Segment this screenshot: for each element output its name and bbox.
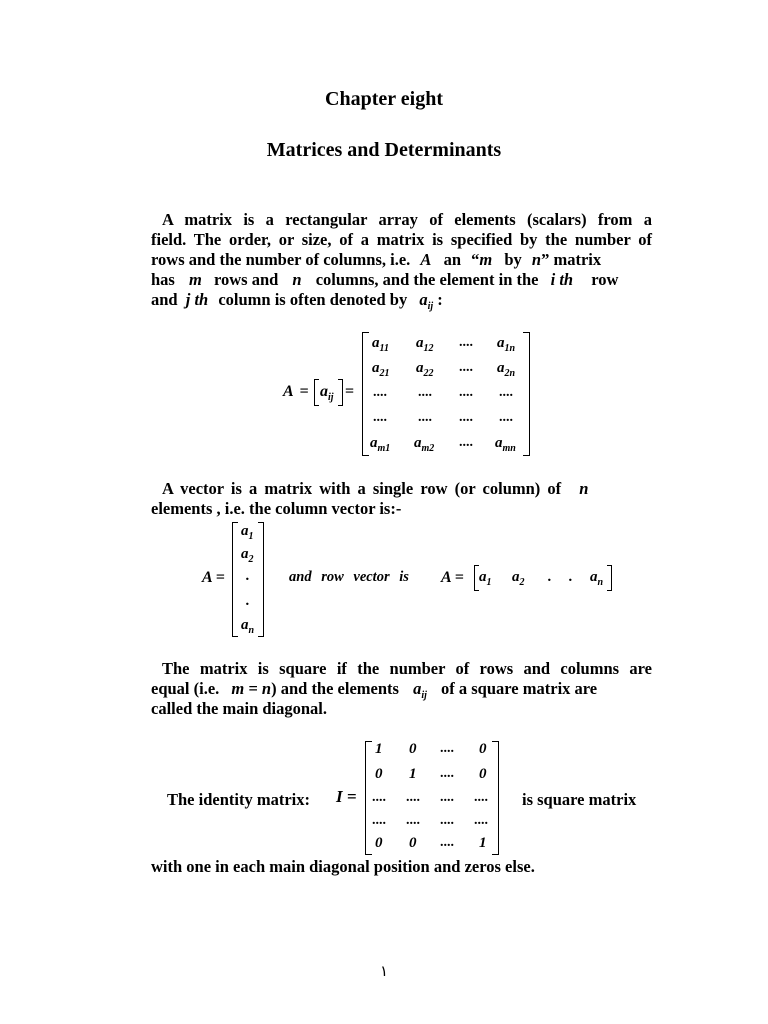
math-subscript: 1n (504, 343, 516, 354)
matrix-cell (372, 335, 389, 352)
matrix-cell (497, 335, 515, 352)
vector-cell (246, 568, 250, 585)
matrix-bracket-right (523, 332, 530, 456)
matrix-ellipsis: .... (406, 813, 420, 828)
matrix-ellipsis: .... (406, 790, 420, 805)
text-line: elements , i.e. the column vector is:- (151, 499, 402, 518)
vector-cell (569, 569, 573, 586)
equation-label: The identity matrix: (167, 790, 310, 809)
matrix-ellipsis: .... (372, 790, 386, 805)
math-subscript: 2 (519, 577, 525, 588)
matrix-ellipsis: .... (459, 385, 473, 400)
vector-cell (590, 569, 603, 586)
text-span: A vector is a matrix with a single row (or column) of (162, 479, 562, 498)
text-span: ” matrix (541, 250, 602, 269)
math-subscript: 22 (423, 368, 434, 379)
text-line (151, 290, 443, 313)
text-line (151, 270, 618, 290)
matrix-cell (414, 435, 434, 452)
text-line: A matrix is a rectangular array of elements (scalars) from a (162, 210, 652, 229)
math-symbol: a (241, 617, 249, 633)
text-span: row (591, 270, 619, 289)
math-symbol: i th (550, 270, 574, 289)
matrix-ellipsis: .... (440, 741, 454, 756)
math-subscript: 1 (248, 531, 254, 542)
text-span: ) and the elements (271, 679, 399, 698)
matrix-cell: 0 (479, 741, 487, 757)
matrix-cell (370, 435, 390, 452)
equation-lhs: A = (441, 569, 464, 586)
matrix-cell: 0 (375, 835, 383, 851)
vector-cell (241, 546, 254, 563)
math-symbol: = (345, 383, 355, 400)
math-symbol: n (292, 270, 302, 289)
text-span: columns, and the element in the (315, 270, 539, 289)
matrix-ellipsis: .... (372, 813, 386, 828)
vector-cell (512, 569, 525, 586)
math-subscript: ij (421, 690, 427, 701)
text-span: equal (i.e. (151, 679, 220, 698)
matrix-ellipsis: .... (499, 410, 513, 425)
math-symbol: A (420, 250, 432, 269)
matrix-ellipsis: .... (459, 435, 473, 450)
text-line: The matrix is square if the number of rows and columns are (162, 659, 652, 678)
text-span: an (443, 250, 461, 269)
math-subscript: m1 (377, 443, 391, 454)
text-span: of a square matrix are (441, 679, 598, 698)
bracket-right (338, 379, 343, 406)
matrix-ellipsis: .... (440, 813, 454, 828)
math-symbol: a (419, 290, 428, 309)
text-span: has (151, 270, 175, 289)
matrix-ellipsis: .... (459, 360, 473, 375)
equation-lhs (283, 383, 309, 401)
matrix-cell (495, 435, 516, 452)
equation-lhs: I = (336, 787, 357, 806)
math-symbol: A (283, 383, 294, 400)
math-symbol: a (241, 546, 249, 562)
equation-lhs: A = (202, 569, 225, 586)
matrix-cell (416, 360, 434, 377)
matrix-ellipsis: .... (440, 790, 454, 805)
matrix-bracket-right (258, 522, 264, 637)
math-symbol: a (370, 435, 378, 451)
matrix-cell: 1 (479, 835, 487, 851)
math-symbol: . (569, 569, 573, 585)
chapter-title: Chapter eight (325, 88, 443, 110)
matrix-ellipsis: .... (373, 410, 387, 425)
section-title: Matrices and Determinants (266, 139, 502, 161)
math-subscript: mn (502, 443, 516, 454)
matrix-bracket-left (362, 332, 369, 456)
math-symbol: . (246, 568, 250, 584)
math-subscript: m2 (421, 443, 435, 454)
text-span: “ (471, 250, 480, 269)
math-symbol: a (372, 335, 380, 351)
math-subscript: ij (328, 392, 334, 403)
math-subscript: 11 (379, 343, 389, 354)
math-subscript: 21 (379, 368, 390, 379)
matrix-cell (497, 360, 515, 377)
math-subscript: 2n (504, 368, 516, 379)
math-symbol: . (548, 569, 552, 585)
text-span: rows and the number of columns, i.e. (151, 250, 411, 269)
math-symbol: m (188, 270, 202, 289)
matrix-ellipsis: .... (499, 385, 513, 400)
text-span: and (151, 290, 178, 309)
bracket-right (607, 565, 612, 591)
bracket-left (314, 379, 319, 406)
equation-element (320, 383, 334, 401)
matrix-bracket-left (232, 522, 238, 637)
matrix-cell: 0 (479, 766, 487, 782)
equation-trailing-text: is square matrix (522, 790, 637, 809)
vector-cell (479, 569, 492, 586)
math-subscript: 1 (486, 577, 492, 588)
matrix-ellipsis: .... (474, 813, 488, 828)
math-subscript: 12 (423, 343, 434, 354)
matrix-cell: 0 (375, 766, 383, 782)
matrix-cell (372, 360, 390, 377)
matrix-ellipsis: .... (418, 410, 432, 425)
math-symbol: a (416, 335, 424, 351)
page-number: ١ (379, 964, 389, 980)
math-symbol: a (495, 435, 503, 451)
text-line (162, 479, 588, 499)
matrix-ellipsis: .... (474, 790, 488, 805)
math-symbol: a (497, 335, 505, 351)
math-symbol: a (414, 435, 422, 451)
math-subscript: 2 (248, 554, 254, 565)
math-symbol: j th (185, 290, 209, 309)
math-symbol: a (416, 360, 424, 376)
text-line: with one in each main diagonal position and zeros else. (151, 857, 535, 876)
matrix-cell: 1 (409, 766, 417, 782)
matrix-bracket-left (365, 741, 372, 855)
math-subscript: n (248, 625, 255, 636)
matrix-ellipsis: .... (418, 385, 432, 400)
math-symbol: a (241, 523, 249, 539)
vector-cell (548, 569, 552, 586)
text-span: rows and (213, 270, 279, 289)
text-line: called the main diagonal. (151, 699, 328, 718)
equation-text: and row vector is (289, 569, 409, 585)
vector-cell (246, 593, 250, 610)
text-line: field. The order, or size, of a matrix is specified by the number of (151, 230, 652, 249)
matrix-ellipsis: .... (440, 835, 454, 850)
math-symbol: n (531, 250, 542, 269)
matrix-cell (416, 335, 434, 352)
matrix-ellipsis: .... (440, 766, 454, 781)
text-span: by (504, 250, 522, 269)
text-span: : (437, 290, 443, 309)
math-symbol: a (413, 679, 422, 698)
matrix-bracket-right (492, 741, 499, 855)
text-line (151, 250, 601, 270)
matrix-ellipsis: .... (459, 410, 473, 425)
math-symbol: m = n (231, 679, 272, 698)
matrix-cell: 1 (375, 741, 383, 757)
math-symbol: a (497, 360, 505, 376)
matrix-ellipsis: .... (459, 335, 473, 350)
matrix-cell: 0 (409, 835, 417, 851)
math-symbol: m (479, 250, 493, 269)
math-symbol: n (579, 479, 589, 498)
math-symbol: . (246, 593, 250, 609)
math-symbol: a (479, 569, 487, 585)
vector-cell (241, 523, 254, 540)
vector-cell (241, 617, 254, 634)
matrix-ellipsis: .... (373, 385, 387, 400)
math-symbol: a (512, 569, 520, 585)
math-symbol: a (590, 569, 598, 585)
math-symbol: a (372, 360, 380, 376)
text-span: column is often denoted by (218, 290, 408, 309)
math-symbol: = (299, 383, 309, 400)
matrix-cell: 0 (409, 741, 417, 757)
math-subscript: ij (427, 301, 434, 312)
math-symbol: a (320, 383, 328, 400)
math-subscript: n (597, 577, 604, 588)
